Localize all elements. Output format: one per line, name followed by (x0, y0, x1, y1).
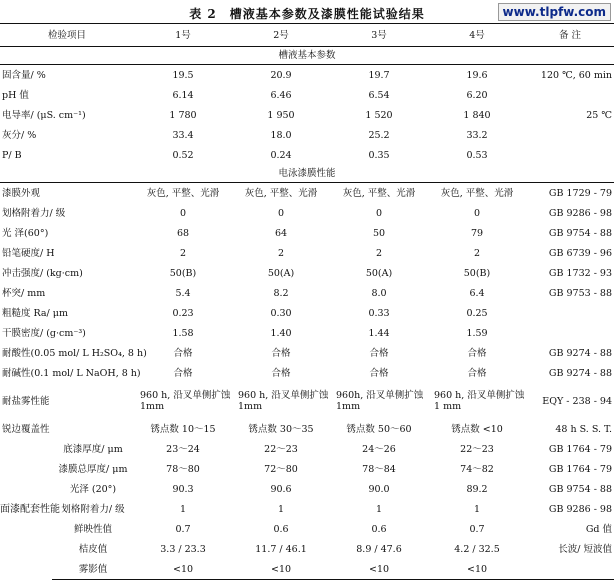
table-row (0, 243, 614, 263)
row-note: GB 9286 - 98 (548, 503, 613, 515)
cell: 19.6 (466, 69, 488, 81)
header-item: 检验项目 (0, 24, 134, 47)
cell: 合格 (467, 347, 487, 359)
row-label: pH 值 (2, 89, 29, 101)
row-note: Gd 值 (585, 523, 613, 535)
cell: 0 (179, 207, 187, 219)
cell: 0.33 (368, 307, 390, 319)
cell: 11.7 / 46.1 (255, 543, 307, 555)
table-caption: 表 2 槽液基本参数及漆膜性能试验结果 (189, 7, 425, 21)
table-row (0, 383, 614, 419)
header-col: 3号 (330, 24, 428, 47)
cell: 合格 (467, 367, 487, 379)
cell: 20.9 (270, 69, 292, 81)
cell: 1.44 (368, 327, 390, 339)
cell: 33.4 (172, 129, 194, 141)
row-label: 桔皮值 (78, 543, 108, 555)
cell: 78～80 (166, 463, 200, 475)
row-label: 底漆厚度/ μm (63, 443, 123, 455)
row-label: P/ B (2, 149, 22, 161)
cell: 79 (470, 227, 484, 239)
row-label: 漆膜总厚度/ μm (58, 463, 128, 475)
cell: 0.7 (469, 523, 485, 535)
cell: 5.4 (175, 287, 191, 299)
row-label: 耐酸性(0.05 mol/ L H₂SO₄, 8 h) (2, 347, 147, 359)
table-row (0, 183, 614, 204)
cell: 合格 (271, 367, 291, 379)
row-note: GB 9286 - 98 (548, 207, 613, 219)
table-row (0, 125, 614, 145)
cell: <10 (134, 559, 232, 580)
cell: 灰色, 平整、光滑 (342, 187, 416, 199)
row-label: 划格附着力/ 级 (2, 207, 66, 219)
row-note: GB 9274 - 88 (548, 347, 613, 359)
section-row (0, 47, 614, 65)
cell: 1 (179, 503, 187, 515)
row-note (526, 323, 614, 343)
cell: 68 (176, 227, 190, 239)
watermark-badge: www.tlpfw.com (498, 3, 611, 21)
row-label: 铅笔硬度/ H (2, 247, 55, 259)
row-note (526, 125, 614, 145)
cell: 78～84 (362, 463, 396, 475)
row-note (526, 85, 614, 105)
cell: 0 (375, 207, 383, 219)
cell: 1 840 (463, 109, 491, 121)
table-row (0, 283, 614, 303)
cell: 0.24 (270, 149, 292, 161)
cell: 0.6 (273, 523, 289, 535)
table-row (0, 145, 614, 165)
cell: 1 (277, 503, 285, 515)
section-row (0, 165, 614, 183)
row-label: 划格附着力/ 级 (61, 503, 125, 515)
row-note: GB 1732 - 93 (548, 267, 613, 279)
cell: 2 (277, 247, 285, 259)
cell: 6.46 (270, 89, 292, 101)
row-label: 雾影值 (52, 559, 134, 580)
cell: 960 h, 沿叉单侧扩蚀 1mm (238, 390, 329, 412)
row-note: 长波/ 短波值 (558, 543, 613, 555)
row-label: 锐边覆盖性 (2, 423, 50, 435)
header-col: 2号 (232, 24, 330, 47)
cell: <10 (232, 559, 330, 580)
row-note: EQY - 238 - 94 (542, 395, 613, 407)
table-row (0, 223, 614, 243)
row-label: 冲击强度/ (kg·cm) (2, 267, 83, 279)
row-label: 干膜密度/ (g·cm⁻³) (2, 327, 86, 339)
section-title: 槽液基本参数 (0, 47, 614, 65)
row-note: GB 1764 - 79 (548, 443, 613, 455)
row-note: GB 6739 - 96 (548, 247, 613, 259)
table-row (0, 263, 614, 283)
cell: 6.4 (469, 287, 485, 299)
table-row (0, 479, 614, 499)
cell: 6.14 (172, 89, 194, 101)
row-label: 光泽 (20°) (69, 483, 117, 495)
cell: 8.9 / 47.6 (356, 543, 402, 555)
cell: 74～82 (460, 463, 494, 475)
row-note: 48 h S. S. T. (555, 423, 613, 435)
row-note: GB 1729 - 79 (548, 187, 613, 199)
cell: 灰色, 平整、光滑 (244, 187, 318, 199)
cell: 锈点数 <10 (451, 423, 503, 435)
cell: 合格 (369, 367, 389, 379)
row-note: 25 ℃ (586, 109, 613, 121)
cell: 0.35 (368, 149, 390, 161)
cell: 22～23 (460, 443, 494, 455)
cell: 1 520 (365, 109, 393, 121)
table-row (0, 85, 614, 105)
cell: 25.2 (368, 129, 390, 141)
header-col: 4号 (428, 24, 526, 47)
row-label: 固含量/ % (2, 69, 46, 81)
cell: 1.58 (172, 327, 194, 339)
cell: 合格 (173, 347, 193, 359)
row-note: GB 9274 - 88 (548, 367, 613, 379)
table-row (0, 519, 614, 539)
cell: 灰色, 平整、光滑 (440, 187, 514, 199)
cell: 6.20 (466, 89, 488, 101)
cell: 1.59 (466, 327, 488, 339)
cell: 0.23 (172, 307, 194, 319)
cell: 18.0 (270, 129, 292, 141)
row-label: 粗糙度 Ra/ μm (2, 307, 68, 319)
cell: 23～24 (166, 443, 200, 455)
cell: 合格 (271, 347, 291, 359)
cell: 0.53 (466, 149, 488, 161)
table-row (0, 439, 614, 459)
cell: 89.2 (466, 483, 488, 495)
cell: 4.2 / 32.5 (454, 543, 500, 555)
cell: 50(B) (169, 267, 197, 279)
cell: 64 (274, 227, 288, 239)
row-label: 杯突/ mm (2, 287, 46, 299)
cell: 50 (372, 227, 386, 239)
row-label: 光 泽(60°) (2, 227, 49, 239)
row-label: 电导率/ (μS. cm⁻¹) (2, 109, 86, 121)
cell: 1 (375, 503, 383, 515)
cell: 3.3 / 23.3 (160, 543, 206, 555)
group-label: 面漆配套性能 (0, 503, 60, 515)
cell: 锈点数 50～60 (346, 423, 412, 435)
cell: 960 h, 沿叉单侧扩蚀 1 mm (434, 390, 525, 412)
cell: 2 (473, 247, 481, 259)
cell: 90.6 (270, 483, 292, 495)
cell: 2 (375, 247, 383, 259)
table-row (0, 303, 614, 323)
cell: 90.3 (172, 483, 194, 495)
cell: 24～26 (362, 443, 396, 455)
cell: 72～80 (264, 463, 298, 475)
cell: 50(A) (267, 267, 295, 279)
row-label: 灰分/ % (2, 129, 37, 141)
row-note (526, 303, 614, 323)
cell: 8.2 (273, 287, 289, 299)
cell: 0.7 (175, 523, 191, 535)
cell: 合格 (173, 367, 193, 379)
row-note (526, 145, 614, 165)
cell: 1 950 (267, 109, 295, 121)
cell: 6.54 (368, 89, 390, 101)
row-label: 鲜映性值 (74, 523, 113, 535)
table-row (0, 343, 614, 363)
section-title: 电泳漆膜性能 (0, 165, 614, 183)
row-note: GB 9753 - 88 (548, 287, 613, 299)
results-table (0, 23, 614, 580)
cell: 灰色, 平整、光滑 (146, 187, 220, 199)
cell: 1 780 (169, 109, 197, 121)
table-row (0, 105, 614, 125)
table-row (0, 323, 614, 343)
row-label: 耐碱性(0.1 mol/ L NaOH, 8 h) (2, 367, 141, 379)
row-label: 漆膜外观 (2, 187, 41, 199)
cell: 33.2 (466, 129, 488, 141)
row-note: 120 ℃, 60 min (540, 69, 613, 81)
header-note: 备 注 (526, 24, 614, 47)
table-row (0, 419, 614, 439)
table-row (0, 459, 614, 479)
cell: 0 (277, 207, 285, 219)
header-row (0, 24, 614, 47)
row-note: GB 1764 - 79 (548, 463, 613, 475)
cell: 1.40 (270, 327, 292, 339)
cell: 0 (473, 207, 481, 219)
table-row (0, 363, 614, 383)
cell: 2 (179, 247, 187, 259)
cell: 19.7 (368, 69, 390, 81)
cell: 0.6 (371, 523, 387, 535)
row-note: GB 9754 - 88 (548, 483, 613, 495)
cell: 锈点数 10～15 (150, 423, 216, 435)
row-note: GB 9754 - 88 (548, 227, 613, 239)
table-row (0, 559, 614, 580)
cell: 8.0 (371, 287, 387, 299)
cell: 0.30 (270, 307, 292, 319)
cell: 锈点数 30～35 (248, 423, 314, 435)
row-label: 耐盐雾性能 (2, 395, 50, 407)
row-note (526, 559, 614, 580)
table-row (0, 65, 614, 86)
cell: 0.25 (466, 307, 488, 319)
cell: 50(A) (365, 267, 393, 279)
cell: 1 (473, 503, 481, 515)
header-col: 1号 (134, 24, 232, 47)
cell: 合格 (369, 347, 389, 359)
table-row (0, 539, 614, 559)
cell: 19.5 (172, 69, 194, 81)
cell: 90.0 (368, 483, 390, 495)
cell: 0.52 (172, 149, 194, 161)
table-row (0, 499, 614, 519)
cell: 50(B) (463, 267, 491, 279)
cell: 960h, 沿叉单侧扩蚀 1mm (336, 390, 424, 412)
table-row (0, 203, 614, 223)
cell: <10 (330, 559, 428, 580)
cell: 960 h, 沿叉单侧扩蚀 1mm (140, 390, 231, 412)
cell: 22～23 (264, 443, 298, 455)
cell: <10 (428, 559, 526, 580)
